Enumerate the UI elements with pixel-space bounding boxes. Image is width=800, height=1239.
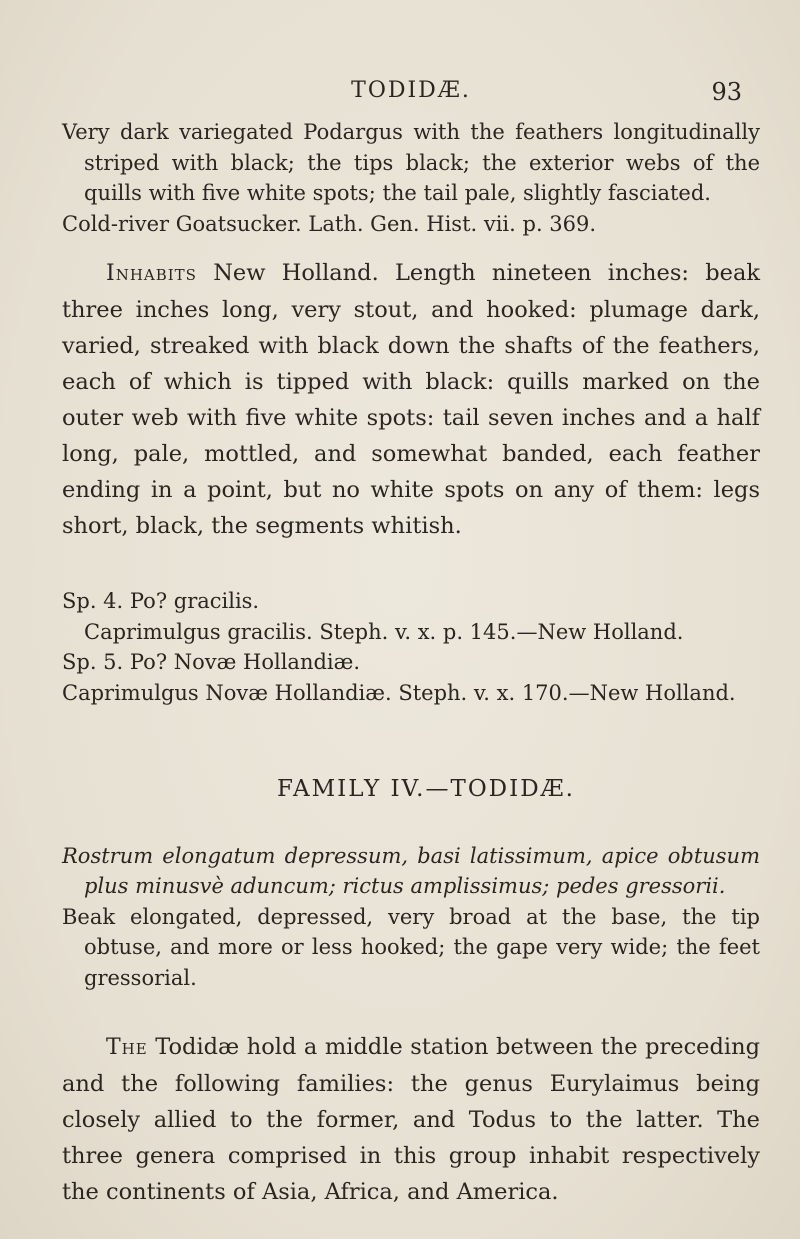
family-english-diagnosis: Beak elongated, depressed, very broad at the base, the tip obtuse, and more or less hooked; the gape very wide; the feet gressorial.: [62, 904, 760, 990]
species-4-synonym: Caprimulgus gracilis. Steph. v. x. p. 145.—New Holland.: [84, 619, 684, 644]
family-heading: FAMILY IV.—TODIDÆ.: [277, 776, 575, 802]
habitat-text: New Holland. Length nineteen inches: beak three inches long, very stout, and hooked: plumage dark, varied, streaked with black down the shafts of the feathers, each of which is tipped with black: quills marked on the outer web with five white spots: tail seven inches and a half long, pale, mottled, and somewhat banded, each feather ending in a point, but no white spots on any of them: legs short, black, the segments whitish.: [62, 260, 760, 539]
species-5-heading: Sp. 5. Po? Novæ Hollandiæ.: [62, 650, 361, 674]
species-description: Very dark variegated Podargus with the feathers longitudinally striped with black; the tips black; the exterior webs of the quills with five white spots; the tail pale, slightly fasciated.: [62, 120, 760, 205]
page-body: [62, 117, 760, 1210]
running-head: [60, 78, 762, 112]
species-synonym: Cold-river Goatsucker. Lath. Gen. Hist. vii. p. 369.: [62, 211, 597, 236]
page-number: 93: [711, 78, 742, 106]
running-title: TODIDÆ.: [351, 78, 471, 103]
closing-text: Todidæ hold a middle station between the preceding and the following families: the genus Eurylaimus being closely allied to the former, and Todus to the latter. The three genera comprised in this group inhabit respectively the continents of Asia, Africa, and America.: [62, 1034, 760, 1205]
family-closing-paragraph: [62, 1029, 760, 1210]
family-latin-diagnosis: Rostrum elongatum depressum, basi latissimum, apice obtusum plus minusvè aduncum; rictus amplissimus; pedes gressorii.: [62, 843, 760, 898]
species-4-heading: Sp. 4. Po? gracilis.: [62, 589, 260, 613]
habitat-paragraph: [62, 255, 760, 544]
habitat-lead: Inhabits: [106, 261, 197, 286]
species-5-synonym: Caprimulgus Novæ Hollandiæ. Steph. v. x. 170.—New Holland.: [62, 680, 736, 705]
closing-lead: The: [106, 1035, 148, 1060]
